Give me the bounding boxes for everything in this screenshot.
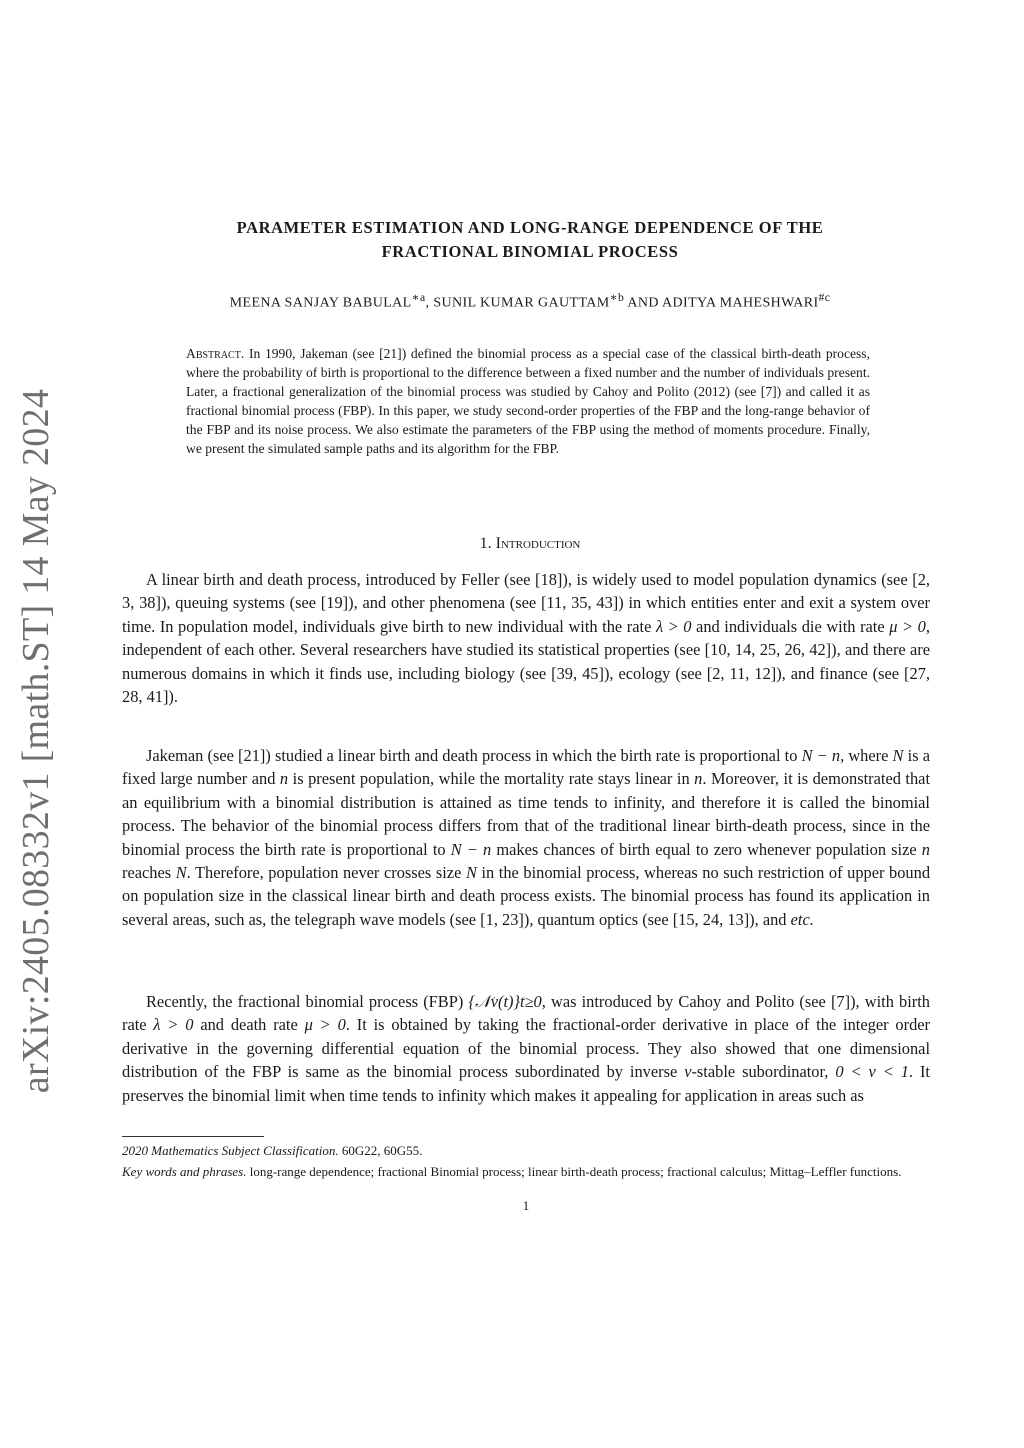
paragraph-1 <box>122 568 930 708</box>
math-inline: μ > 0 <box>889 616 926 636</box>
arxiv-sidebar-stamp <box>8 388 64 1094</box>
author-1: MEENA SANJAY BABULAL <box>229 295 412 311</box>
text-run: is a fixed large number and <box>122 746 931 789</box>
math-inline: μ > 0 <box>304 1015 346 1035</box>
footnote-divider <box>122 1136 264 1137</box>
text-run: , was introduced by Cahoy and Polito (see [7]), with birth rate <box>122 992 931 1035</box>
abstract <box>186 344 870 458</box>
text-run: Jakeman (see [21]) studied a linear birth and death process in which the birth rate is proportional to <box>146 746 802 765</box>
math-inline: λ > 0 <box>153 1015 194 1035</box>
text-run: is present population, while the mortality rate stays linear in <box>288 769 695 789</box>
title-line-1: PARAMETER ESTIMATION AND LONG-RANGE DEPENDENCE OF THE <box>236 218 824 237</box>
author-list <box>120 290 940 312</box>
math-inline: N <box>465 863 477 883</box>
author-separator-2: AND ADITYA MAHESHWARI <box>624 295 819 311</box>
math-inline: etc. <box>790 909 814 929</box>
msc-footnote <box>122 1142 930 1160</box>
author-separator-1: , SUNIL KUMAR GAUTTAM <box>425 295 610 311</box>
keywords-value: long-range dependence; fractional Binomial process; linear birth-death process; fractional calculus; Mittag–Leffler functions. <box>249 1164 902 1179</box>
author-1-affiliation: ∗a <box>411 291 426 304</box>
author-3-affiliation: #c <box>818 291 831 304</box>
math-inline: N <box>892 746 904 765</box>
text-run: reaches <box>122 863 176 883</box>
text-run: . It preserves the binomial limit when time tends to infinity which makes it appealing for application in areas such as <box>122 1062 930 1105</box>
math-inline: n <box>921 839 930 859</box>
paper-title <box>120 216 940 264</box>
keywords-footnote <box>122 1163 930 1181</box>
footnotes <box>122 1142 930 1184</box>
text-run: in the binomial process, whereas no such restriction of upper bound on population size in the classical linear birth and death process exists. The binomial process has found its application in several areas, such as, the telegraph wave models (see [1, 23]), quantum optics (see [15, 24, 13]), and <box>122 863 931 929</box>
math-inline: N <box>175 863 187 883</box>
text-run: and death rate <box>193 1015 305 1035</box>
math-inline: N − n <box>450 839 492 859</box>
title-line-2: FRACTIONAL BINOMIAL PROCESS <box>381 242 679 261</box>
arxiv-identifier: arXiv:2405.08332v1 [math.ST] 14 May 2024 <box>15 388 57 1094</box>
author-2-affiliation: ∗b <box>609 291 625 304</box>
msc-label: 2020 Mathematics Subject Classification. <box>122 1143 339 1158</box>
section-heading <box>120 535 940 553</box>
math-inline: n <box>694 769 703 789</box>
math-inline: {𝒩ν(t)}t≥0 <box>468 992 542 1011</box>
text-run: and individuals die with rate <box>691 616 890 636</box>
text-run: . Therefore, population never crosses size <box>186 863 466 883</box>
page-number: 1 <box>522 1198 530 1213</box>
section-title: Introduction <box>495 535 581 552</box>
math-inline: ν <box>684 1062 692 1082</box>
abstract-label: Abstract. <box>186 346 245 361</box>
text-run: . It is obtained by taking the fractional-order derivative in place of the integer order derivative in the governing differential equation of the binomial process. They also showed that one dimensional distribution of the FBP is same as the binomial process subordinated by inverse <box>122 1015 930 1082</box>
text-run: -stable subordinator, <box>691 1062 836 1082</box>
keywords-label: Key words and phrases. <box>122 1164 247 1179</box>
paragraph-2 <box>122 744 930 931</box>
text-run: Recently, the fractional binomial process (FBP) <box>146 992 469 1011</box>
section-number: 1. <box>479 535 492 552</box>
math-inline: n <box>279 769 289 789</box>
math-inline: λ > 0 <box>655 616 692 636</box>
math-inline: 0 < ν < 1 <box>835 1062 909 1082</box>
text-run: A linear birth and death process, introduced by Feller (see [18]), is widely used to model population dynamics (see [2, 3, 38]), queuing systems (see [19]), and other phenomena (see [11, 35, 43]) in which entities enter and exit a system over time. In population model, individuals give birth to new individual with the rate <box>122 570 930 636</box>
text-run: , where <box>840 746 893 765</box>
text-run: . Moreover, it is demonstrated that an equilibrium with a binomial distribution is attained as time tends to infinity, and therefore it is called the binomial process. The behavior of the binomial process differs from that of the traditional linear birth-death process, since in the binomial process the birth rate is proportional to <box>122 769 930 859</box>
text-run: , independent of each other. Several researchers have studied its statistical properties (see [10, 14, 25, 26, 42]), and there are numerous domains in which it finds use, including biology (see [39, 45]), ecology (see [2, 11, 12]), and finance (see [27, 28, 41]). <box>122 616 930 707</box>
abstract-text: In 1990, Jakeman (see [21]) defined the binomial process as a special case of the classical birth-death process, where the probability of birth is proportional to the difference between a fixed number and the number of individuals present. Later, a fractional generalization of the binomial process was studied by Cahoy and Polito (2012) (see [7]) and called it as fractional binomial process (FBP). In this paper, we study second-order properties of the FBP and the long-range behavior of the FBP and its noise process. We also estimate the parameters of the FBP using the method of moments procedure. Finally, we present the simulated sample paths and its algorithm for the FBP. <box>186 346 870 456</box>
math-inline: N − n <box>801 746 841 765</box>
text-run: makes chances of birth equal to zero whenever population size <box>491 839 922 859</box>
paragraph-3 <box>122 990 930 1107</box>
msc-value: 60G22, 60G55. <box>341 1143 423 1158</box>
